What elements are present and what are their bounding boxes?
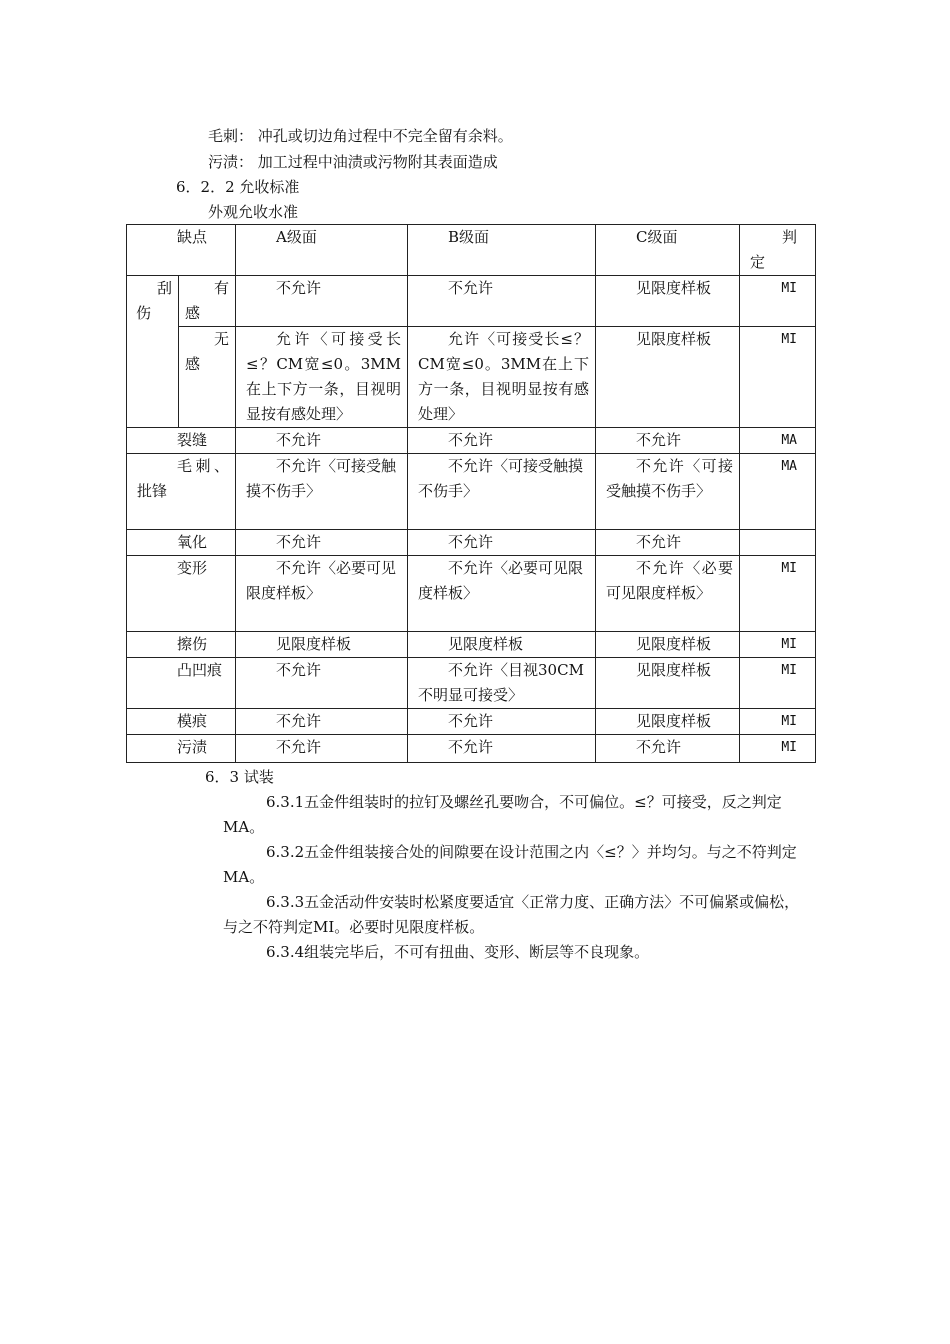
cell-nofelt — [179, 327, 236, 428]
cell-judge: MI — [740, 735, 816, 763]
table-row-scratch-nofelt — [127, 327, 816, 428]
header-a: A级面 — [236, 225, 408, 276]
cell-b: 不允许 — [408, 428, 596, 454]
table-row-burr — [127, 454, 816, 530]
felt-label-1: 有 — [214, 279, 230, 297]
cell-defect: 凸凹痕 — [127, 658, 236, 709]
cell-judge: MA — [740, 428, 816, 454]
header-c: C级面 — [596, 225, 740, 276]
cell-b: 不允许〈可接受触摸不伤手〉 — [408, 454, 596, 530]
table-row-stain — [127, 735, 816, 763]
assembly-clauses — [223, 790, 809, 965]
assembly-title: 6．3 试装 — [205, 768, 274, 786]
cell-b: 不允许 — [408, 735, 596, 763]
cell-c: 不允许〈必要可见限度样板〉 — [596, 556, 740, 632]
cell-c: 见限度样板 — [596, 658, 740, 709]
cell-defect: 模痕 — [127, 709, 236, 735]
cell-scratch-label — [127, 276, 179, 428]
cell-a: 不允许 — [236, 709, 408, 735]
table-header-row — [127, 225, 816, 276]
cell-felt-a: 不允许 — [236, 276, 408, 327]
cell-judge: MA — [740, 454, 816, 530]
clause-6-3-3: 6.3.3五金活动件安装时松紧度要适宜〈正常力度、正确方法〉不可偏紧或偏松，与之不符判定MI。必要时见限度样板。 — [223, 893, 800, 936]
cell-nofelt-a: 允许〈可接受长≤？CM宽≤0。3MM在上下方一条，目视明显按有感处理〉 — [236, 327, 408, 428]
scratch-label-1: 刮 — [156, 279, 172, 297]
cell-felt-b: 不允许 — [408, 276, 596, 327]
cell-defect: 擦伤 — [127, 632, 236, 658]
section-title: 6．2．2 允收标准 — [176, 178, 300, 196]
table-row-scratch-felt — [127, 276, 816, 327]
cell-c: 见限度样板 — [596, 709, 740, 735]
header-judge-1: 判 — [782, 228, 798, 246]
table-row-deformation — [127, 556, 816, 632]
cell-b: 不允许〈必要可见限度样板〉 — [408, 556, 596, 632]
cell-judge: MI — [740, 658, 816, 709]
cell-defect: 裂缝 — [127, 428, 236, 454]
nofelt-label-1: 无 — [214, 330, 230, 348]
scratch-label-2: 伤 — [136, 304, 152, 322]
table-row-abrasion — [127, 632, 816, 658]
cell-defect: 污渍 — [127, 735, 236, 763]
cell-b: 不允许〈目视30CM不明显可接受〉 — [408, 658, 596, 709]
table-caption: 外观允收水准 — [208, 203, 299, 221]
table-row-dent — [127, 658, 816, 709]
cell-b: 见限度样板 — [408, 632, 596, 658]
acceptance-table — [126, 224, 816, 763]
cell-felt — [179, 276, 236, 327]
cell-a: 不允许〈必要可见限度样板〉 — [236, 556, 408, 632]
cell-nofelt-judge: MI — [740, 327, 816, 428]
felt-label-2: 感 — [185, 304, 201, 322]
nofelt-label-2: 感 — [185, 355, 201, 373]
cell-b: 不允许 — [408, 530, 596, 556]
cell-c: 不允许 — [596, 530, 740, 556]
cell-judge — [740, 530, 816, 556]
burr-definition: 毛刺： 冲孔或切边角过程中不完全留有余料。 — [208, 127, 513, 145]
cell-a: 不允许 — [236, 530, 408, 556]
table-row-oxidation — [127, 530, 816, 556]
cell-c: 不允许 — [596, 735, 740, 763]
cell-a: 不允许 — [236, 428, 408, 454]
cell-a: 不允许 — [236, 658, 408, 709]
cell-a: 不允许〈可接受触摸不伤手〉 — [236, 454, 408, 530]
cell-c: 见限度样板 — [596, 632, 740, 658]
table-row-crack — [127, 428, 816, 454]
clause-6-3-4: 6.3.4组装完毕后，不可有扭曲、变形、断层等不良现象。 — [266, 943, 650, 961]
cell-nofelt-b: 允许〈可接受长≤？CM宽≤0。3MM在上下方一条，目视明显按有感处理〉 — [408, 327, 596, 428]
cell-felt-judge: MI — [740, 276, 816, 327]
cell-a: 不允许 — [236, 735, 408, 763]
cell-defect: 氧化 — [127, 530, 236, 556]
cell-nofelt-c: 见限度样板 — [596, 327, 740, 428]
cell-c: 不允许〈可接受触摸不伤手〉 — [596, 454, 740, 530]
stain-definition: 污渍： 加工过程中油渍或污物附其表面造成 — [208, 153, 498, 171]
cell-judge: MI — [740, 709, 816, 735]
cell-defect: 变形 — [127, 556, 236, 632]
cell-c: 不允许 — [596, 428, 740, 454]
cell-b: 不允许 — [408, 709, 596, 735]
cell-defect: 毛刺、批锋 — [127, 454, 236, 530]
header-defect: 缺点 — [127, 225, 236, 276]
clause-6-3-1: 6.3.1五金件组装时的拉钉及螺丝孔要吻合，不可偏位。≤？可接受，反之判定MA。 — [223, 793, 782, 836]
header-judge-2: 定 — [750, 253, 766, 271]
clause-6-3-2: 6.3.2五金件组装接合处的间隙要在设计范围之内〈≤？〉并均匀。与之不符判定MA。 — [223, 843, 797, 886]
header-judge — [740, 225, 816, 276]
cell-judge: MI — [740, 632, 816, 658]
table-row-mold-mark — [127, 709, 816, 735]
cell-felt-c: 见限度样板 — [596, 276, 740, 327]
header-b: B级面 — [408, 225, 596, 276]
cell-judge: MI — [740, 556, 816, 632]
cell-a: 见限度样板 — [236, 632, 408, 658]
